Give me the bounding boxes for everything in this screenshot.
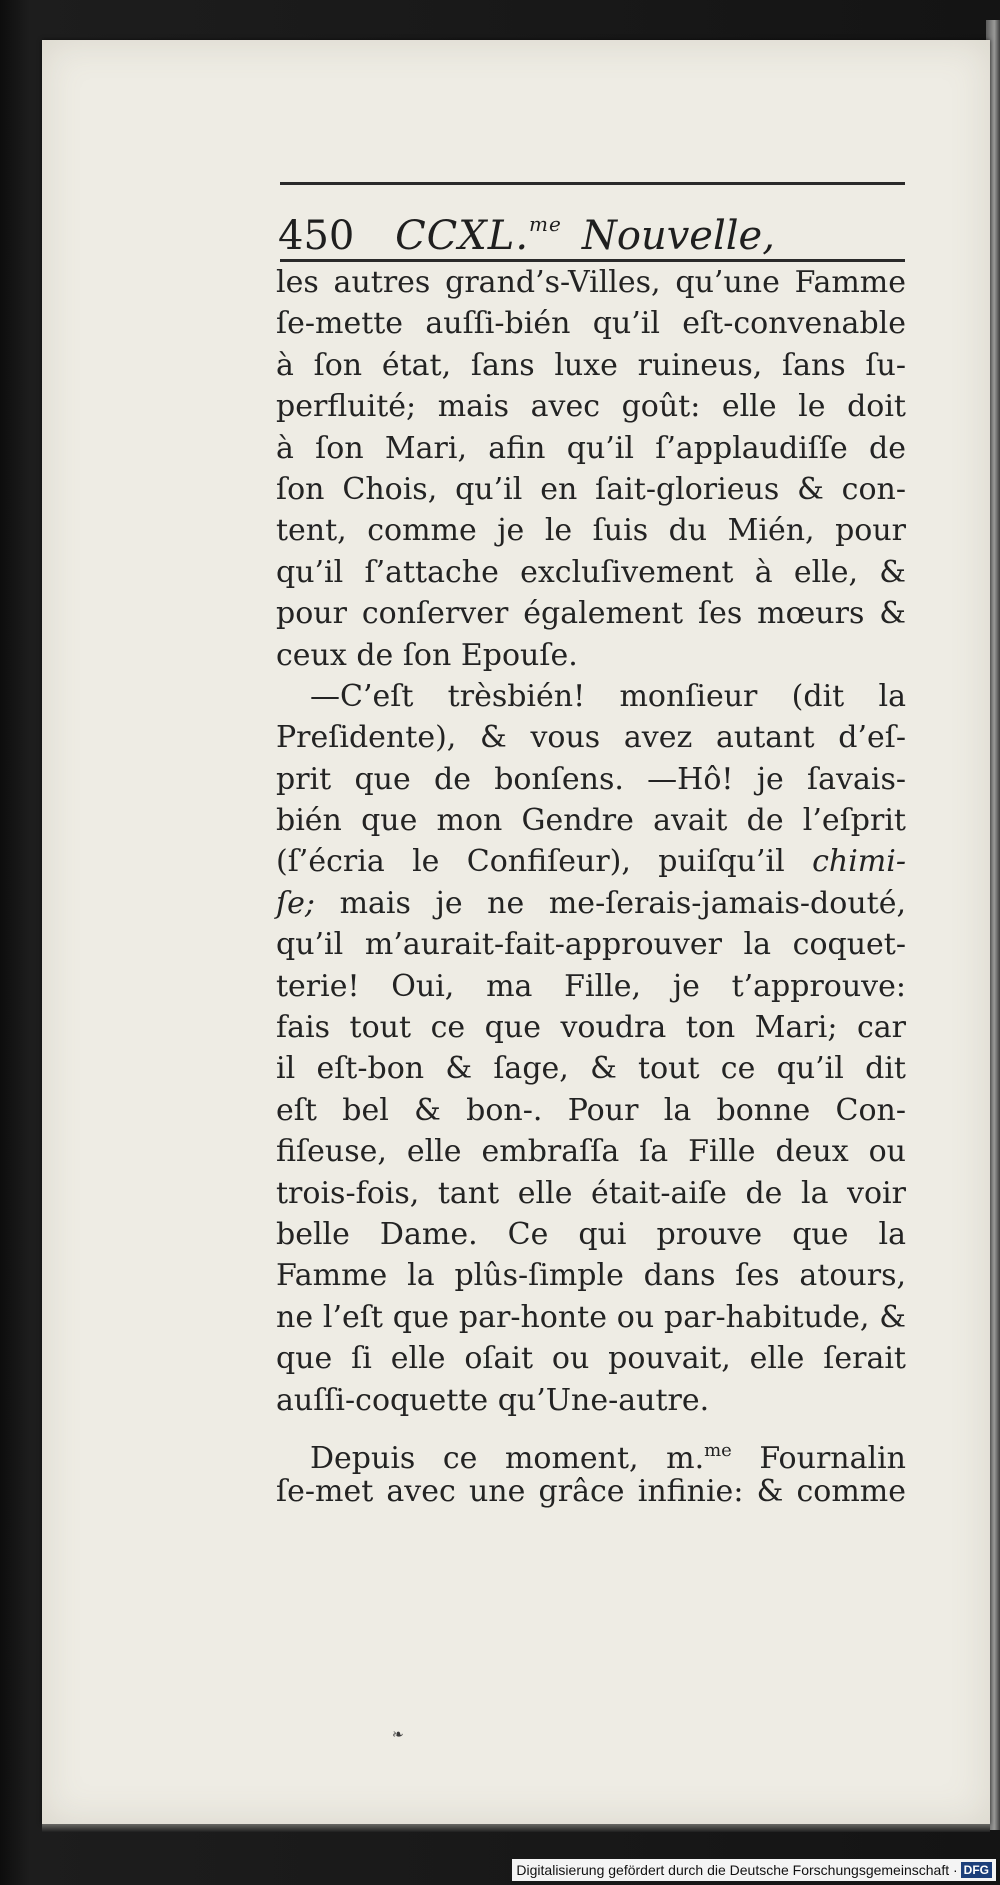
- text-line: —C’eſt trèsbién! monſieur (dit la: [310, 678, 906, 714]
- body-text: [276, 262, 906, 1513]
- text-line: tent, comme je le ſuis du Mién, pour: [276, 513, 906, 549]
- text-line: qu’il ſ’attache excluſivement à elle, &: [276, 554, 906, 590]
- text-line: bién que mon Gendre avait de l’eſprit: [276, 803, 906, 839]
- page-shadow: [42, 1824, 990, 1832]
- text-line: trois-fois, tant elle était-aiſe de la voir: [276, 1175, 906, 1211]
- text-line: ne l’eſt que par-honte ou par-habitude, &: [276, 1299, 906, 1335]
- ornament-icon: ❧: [392, 1727, 404, 1743]
- italic-word: chimi-: [812, 844, 906, 880]
- text-line: ſon Chois, qu’il en ſait-glorieus & con-: [276, 471, 906, 507]
- italic-continuation: ſe;: [276, 885, 315, 921]
- text-line: eſt bel & bon-. Pour la bonne Con-: [276, 1092, 906, 1128]
- text-line: [276, 1430, 906, 1476]
- text-line: fiſeuse, elle embraſſa ſa Fille deux ou: [276, 1134, 906, 1170]
- chapter-title: Nouvelle,: [581, 213, 775, 259]
- text-line: [276, 883, 906, 924]
- text-line: les autres grand’s-Villes, qu’une Famme: [276, 265, 906, 300]
- text-line: à ſon Mari, afin qu’il ſ’applaudiſſe de: [276, 430, 906, 466]
- text-line: il eſt-bon & ſage, & tout ce qu’il dit: [276, 1051, 906, 1087]
- text-line: prit que de bonſens. —Hô! je ſavais-: [276, 761, 906, 797]
- text-line: Famme la plûs-ſimple dans ſes atours,: [276, 1258, 906, 1294]
- text-line: ceux de ſon Epouſe.: [276, 637, 578, 673]
- text-line: ſe-met avec une grâce infinie: & comme: [276, 1474, 906, 1510]
- text-line: que ſi elle oſait ou pouvait, elle ſerait: [276, 1341, 906, 1377]
- text-line: fais tout ce que voudra ton Mari; car: [276, 1010, 906, 1046]
- header-rule-top: [280, 182, 905, 185]
- text-line: belle Dame. Ce qui prouve que la: [276, 1216, 906, 1252]
- text-line: [276, 841, 906, 882]
- running-head: [278, 192, 908, 259]
- chapter-sup: me: [529, 212, 562, 236]
- text-segment: mais je ne me-ſerais-jamais-douté,: [314, 885, 906, 921]
- text-line: Preſidente), & vous avez autant d’eſ-: [276, 720, 906, 756]
- text-line: qu’il m’aurait-fait-approuver la coquet-: [276, 927, 906, 963]
- text-line: ſe-mette auſſi-bién qu’il eſt-convenable: [276, 306, 906, 342]
- text-segment: Depuis ce moment, m.: [310, 1440, 705, 1476]
- credit-text: Digitalisierung gefördert durch die Deutsche Forschungsgemeinschaft ·: [516, 1862, 958, 1878]
- text-line: perfluité; mais avec goût: elle le doit: [276, 389, 906, 425]
- text-segment: Fournalin: [731, 1440, 906, 1476]
- digitization-credit: [512, 1859, 996, 1881]
- dfg-logo: DFG: [961, 1862, 992, 1878]
- text-line: à ſon état, ſans luxe ruineus, ſans ſu-: [276, 347, 906, 383]
- chapter-roman: CCXL.: [395, 213, 530, 259]
- text-line: auſſi-coquette qu’Une-autre.: [276, 1382, 710, 1418]
- text-line: terie! Oui, ma Fille, je t’approuve:: [276, 968, 906, 1004]
- text-segment: (ſ’écria le Confiſeur), puiſqu’il: [276, 844, 813, 880]
- superscript: me: [704, 1439, 732, 1461]
- chapter-number: [395, 213, 562, 259]
- text-line: pour conſerver également ſes mœurs &: [276, 596, 906, 632]
- page-number: 450: [278, 213, 355, 259]
